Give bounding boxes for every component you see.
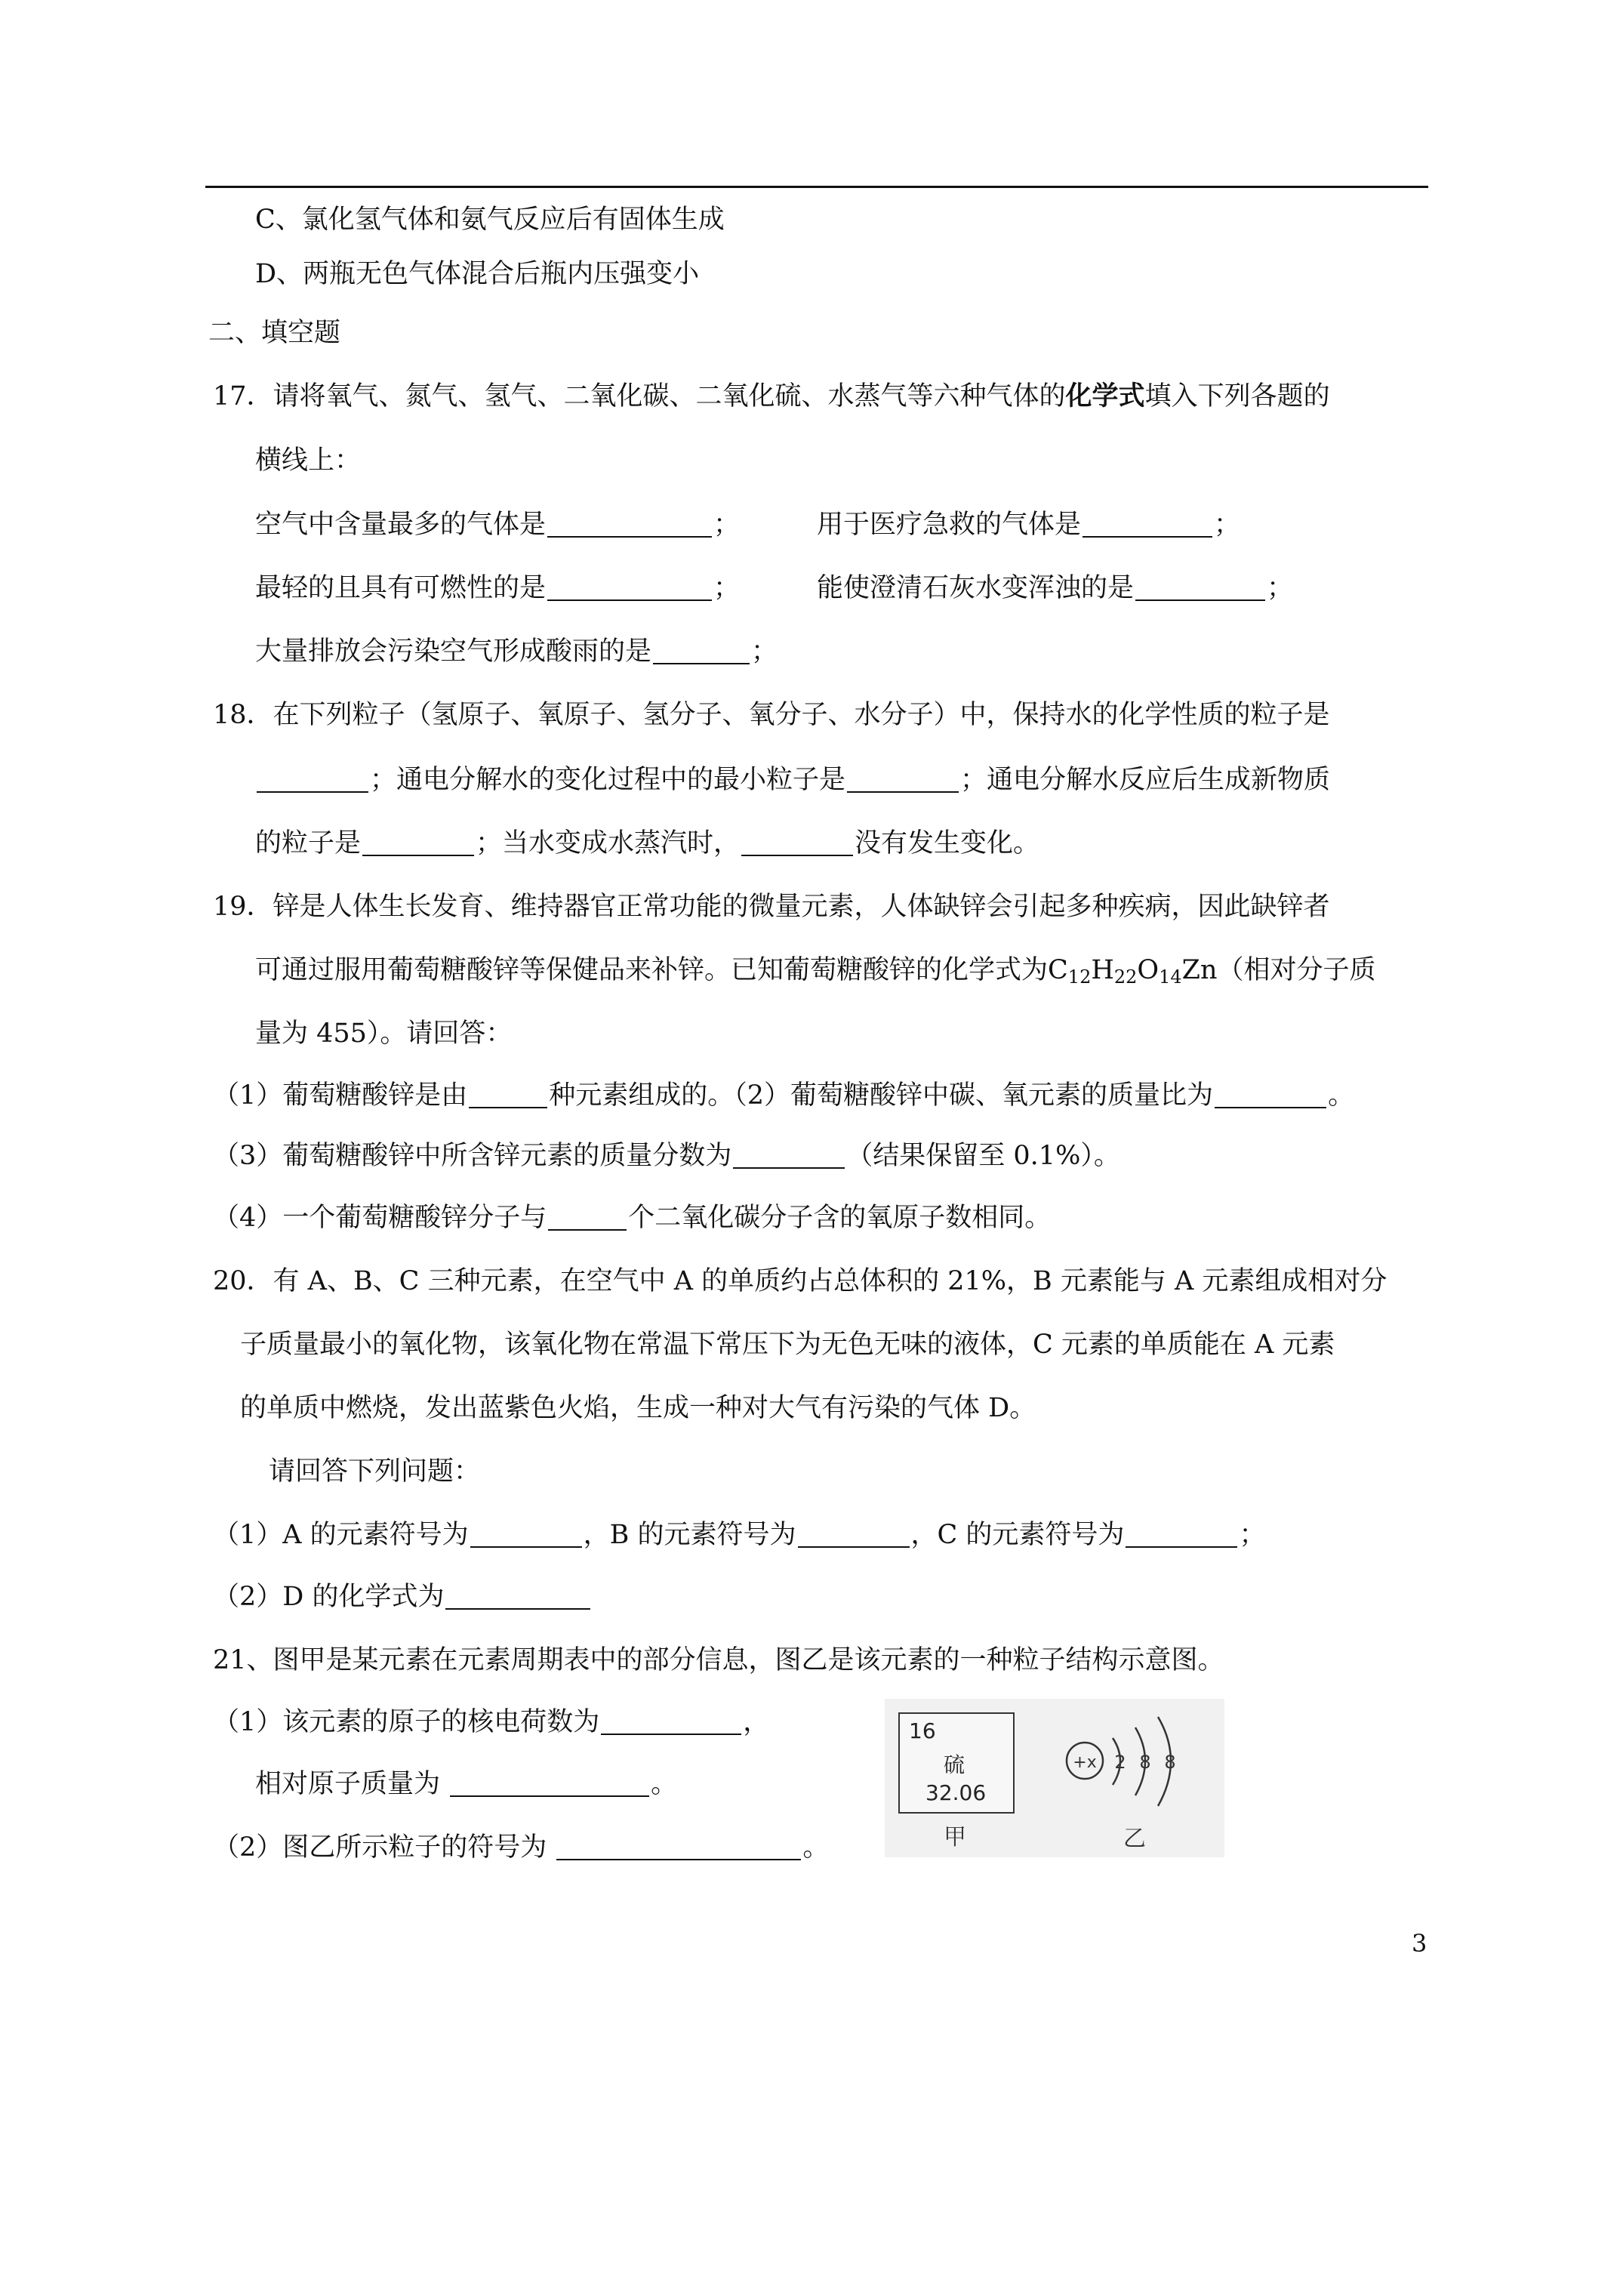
shell-electron-count: 8: [1139, 1752, 1151, 1773]
periodic-table-cell: [898, 1712, 1015, 1814]
q17-line-1: 17．请将氧气、氮气、氢气、二氧化碳、二氧化硫、水蒸气等六种气体的化学式填入下列各题的: [213, 381, 1330, 411]
answer-blank[interactable]: [450, 1771, 649, 1797]
q19-line-2: 可通过服用葡萄糖酸锌等保健品来补锌。已知葡萄糖酸锌的化学式为$C_{12}H_{22}O_{14}Zn$（相对分子质: [255, 955, 1376, 988]
option-d: D、两瓶无色气体混合后瓶内压强变小: [255, 259, 700, 289]
particle-structure-diagram: [1058, 1706, 1221, 1820]
q17-item-4: 能使澄清石灰水变浑浊的是 ；: [817, 573, 1294, 603]
q17-line-2: 横线上：: [255, 445, 362, 476]
q17-item-1: 空气中含量最多的气体是 ；: [255, 510, 741, 540]
answer-blank[interactable]: [547, 512, 712, 538]
answer-blank[interactable]: [445, 1584, 590, 1610]
answer-blank[interactable]: [733, 1143, 845, 1169]
answer-blank[interactable]: [1083, 512, 1212, 538]
q20-sub-1: （1）A 的元素符号为 ，B 的元素符号为 ，C 的元素符号为 ；: [213, 1520, 1266, 1550]
q20-line-2: 子质量最小的氧化物，该氧化物在常温下常压下为无色无味的液体，C 元素的单质能在 A 元素: [240, 1330, 1335, 1360]
element-name: 硫: [944, 1752, 965, 1777]
q20-line-3: 的单质中燃烧，发出蓝紫色火焰，生成一种对大气有污染的气体 D。: [240, 1393, 1036, 1423]
section-title: 二、填空题: [208, 318, 341, 348]
q17-item-3: 最轻的且具有可燃性的是 ；: [255, 573, 741, 603]
caption-jia: 甲: [944, 1824, 966, 1851]
answer-blank[interactable]: [1215, 1083, 1326, 1108]
q21-line-1: 21、图甲是某元素在元素周期表中的部分信息，图乙是该元素的一种粒子结构示意图。: [213, 1645, 1224, 1675]
q20-line-1: 20．有 A、B、C 三种元素，在空气中 A 的单质约占总体积的 21%，B 元素能与 A 元素组成相对分: [213, 1266, 1387, 1296]
q17-bold-text: 化学式: [1065, 381, 1145, 411]
q17-item-5: 大量排放会污染空气形成酸雨的是 ；: [255, 636, 778, 667]
q19-sub-1-2: （1）葡萄糖酸锌是由 种元素组成的。（2）葡萄糖酸锌中碳、氧元素的质量比为 。: [213, 1080, 1355, 1111]
q18-line-3: 的粒子是 ；当水变成水蒸汽时， 没有发生变化。: [255, 828, 1040, 858]
answer-blank[interactable]: [547, 575, 712, 601]
shell-electron-count: 8: [1164, 1752, 1176, 1773]
q19-sub-4: （4）一个葡萄糖酸锌分子与 个二氧化碳分子含的氧原子数相同。: [213, 1203, 1052, 1233]
shell-electron-count: 2: [1114, 1752, 1126, 1773]
answer-blank[interactable]: [362, 831, 474, 856]
element-figure: [885, 1699, 1224, 1857]
answer-blank[interactable]: [653, 639, 750, 664]
nucleus-label: +x: [1073, 1753, 1097, 1772]
option-c: C、氯化氢气体和氨气反应后有固体生成: [255, 205, 725, 235]
q18-line-1: 18．在下列粒子（氢原子、氧原子、氢分子、氧分子、水分子）中，保持水的化学性质的粒子是: [213, 700, 1330, 730]
q18-line-2: ；通电分解水的变化过程中的最小粒子是 ；通电分解水反应后生成新物质: [255, 763, 1330, 797]
header-rule: [205, 186, 1428, 188]
answer-blank[interactable]: [847, 767, 959, 793]
q19-line-1: 19．锌是人体生长发育、维持器官正常功能的微量元素，人体缺锌会引起多种疾病，因此缺锌者: [213, 892, 1330, 922]
answer-blank[interactable]: [556, 1835, 801, 1860]
answer-blank[interactable]: [470, 1522, 582, 1548]
chemical-formula: $C_{12}H_{22}O_{14}Zn$: [1048, 955, 1218, 988]
atomic-number: 16: [909, 1718, 936, 1743]
q17-item-2: 用于医疗急救的气体是 ；: [817, 510, 1241, 540]
q21-sub-1-mass: 相对原子质量为 。: [255, 1769, 678, 1799]
answer-blank[interactable]: [601, 1709, 741, 1735]
answer-blank[interactable]: [257, 767, 368, 793]
answer-blank[interactable]: [469, 1083, 547, 1108]
atomic-mass: 32.06: [925, 1780, 987, 1805]
q21-sub-1: （1）该元素的原子的核电荷数为 ，: [213, 1707, 770, 1737]
q20-sub-2: （2）D 的化学式为: [213, 1579, 592, 1614]
answer-blank[interactable]: [741, 831, 853, 856]
q19-sub-3: （3）葡萄糖酸锌中所含锌元素的质量分数为 （结果保留至 0.1%）。: [213, 1141, 1120, 1171]
page-number: 3: [1412, 1929, 1427, 1958]
q21-sub-2: （2）图乙所示粒子的符号为 。: [213, 1832, 830, 1863]
q19-line-3: 量为 455）。请回答：: [255, 1019, 513, 1049]
answer-blank[interactable]: [798, 1522, 910, 1548]
answer-blank[interactable]: [1126, 1522, 1237, 1548]
answer-blank[interactable]: [1135, 575, 1265, 601]
answer-blank[interactable]: [548, 1205, 627, 1231]
q20-line-4: 请回答下列问题：: [269, 1456, 481, 1487]
caption-yi: 乙: [1123, 1826, 1146, 1852]
